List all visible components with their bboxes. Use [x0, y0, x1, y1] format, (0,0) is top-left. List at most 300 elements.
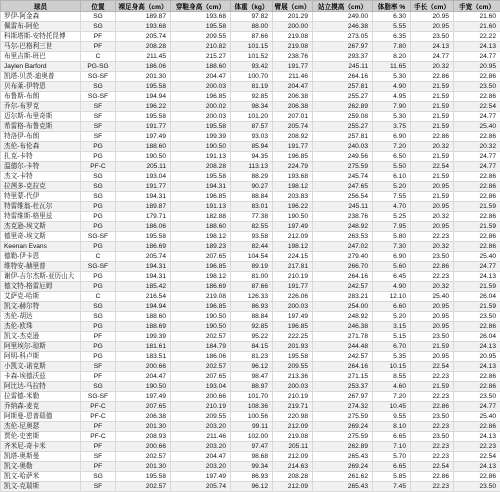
cell-hand-length: 22.23 — [411, 452, 454, 462]
cell-body-fat: 5.70 — [373, 452, 411, 462]
cell-hand-length: 21.59 — [411, 152, 454, 162]
cell-hand-width: 22.86 — [454, 242, 500, 252]
cell-hand-length: 22.23 — [411, 442, 454, 452]
cell-player-name: 凯文-哈萨米 — [1, 472, 81, 482]
cell-weight: 113.13 — [231, 162, 273, 172]
cell-hand-width: 24.77 — [454, 262, 500, 272]
cell-position: C — [81, 52, 116, 62]
table-row — [1, 62, 500, 72]
cell-position: C — [81, 252, 116, 262]
cell-hand-length: 20.32 — [411, 282, 454, 292]
cell-wingspan: 224.79 — [273, 162, 313, 172]
cell-body-fat: 6.70 — [373, 342, 411, 352]
cell-standing-reach: 262.89 — [313, 442, 373, 452]
cell-standing-reach: 259.08 — [313, 112, 373, 122]
cell-hand-length: 20.95 — [411, 182, 454, 192]
cell-height-barefoot: 196.22 — [116, 102, 171, 112]
cell-height-shoes: 186.69 — [171, 282, 231, 292]
cell-body-fat: 4.70 — [373, 202, 411, 212]
cell-height-barefoot: 204.47 — [116, 372, 171, 382]
cell-player-name: 迈尔斯-布里奇斯 — [1, 112, 81, 122]
cell-body-fat: 5.85 — [373, 472, 411, 482]
cell-position: SG — [81, 82, 116, 92]
cell-position: SF — [81, 452, 116, 462]
cell-height-shoes: 200.03 — [171, 112, 231, 122]
cell-player-name: 杰伦-欧珠 — [1, 322, 81, 332]
cell-wingspan: 191.77 — [273, 282, 313, 292]
cell-weight: 88.00 — [231, 22, 273, 32]
table-row — [1, 232, 500, 242]
cell-player-name: 谢伊-吉尔杰斯-亚历山大 — [1, 272, 81, 282]
table-row — [1, 482, 500, 492]
cell-height-shoes: 204.47 — [171, 452, 231, 462]
cell-player-name: 凯文-奥勒 — [1, 462, 81, 472]
cell-height-barefoot: 195.58 — [116, 232, 171, 242]
cell-hand-length: 20.32 — [411, 62, 454, 72]
cell-position: PG — [81, 322, 116, 332]
cell-position: C — [81, 292, 116, 302]
cell-height-shoes: 193.68 — [171, 12, 231, 22]
cell-standing-reach: 263.53 — [313, 232, 373, 242]
cell-height-shoes: 215.27 — [171, 52, 231, 62]
cell-height-shoes: 190.50 — [171, 312, 231, 322]
table-row — [1, 102, 500, 112]
cell-height-barefoot: 191.77 — [116, 122, 171, 132]
cell-body-fat: 4.60 — [373, 382, 411, 392]
cell-hand-width: 21.59 — [454, 302, 500, 312]
cell-height-barefoot: 190.50 — [116, 382, 171, 392]
cell-hand-length: 20.32 — [411, 212, 454, 222]
cell-hand-width: 20.95 — [454, 352, 500, 362]
cell-hand-width: 22.54 — [454, 452, 500, 462]
cell-hand-width: 20.95 — [454, 62, 500, 72]
cell-player-name: 维特安-赫里普 — [1, 262, 81, 272]
cell-height-shoes: 198.12 — [171, 272, 231, 282]
cell-player-name: 特里蒙-代伊 — [1, 192, 81, 202]
cell-player-name: 乔尔-布罗克 — [1, 102, 81, 112]
cell-hand-length: 21.59 — [411, 112, 454, 122]
cell-height-barefoot: 208.28 — [116, 42, 171, 52]
table-row — [1, 472, 500, 482]
cell-position: SF — [81, 102, 116, 112]
cell-standing-reach: 245.11 — [313, 62, 373, 72]
cell-body-fat: 7.95 — [373, 222, 411, 232]
cell-height-shoes: 210.82 — [171, 42, 231, 52]
cell-position: SG-SF — [81, 92, 116, 102]
table-body — [1, 12, 500, 492]
cell-height-shoes: 199.39 — [171, 132, 231, 142]
cell-body-fat: 6.90 — [373, 252, 411, 262]
cell-hand-width: 24.13 — [454, 272, 500, 282]
cell-body-fat: 8.55 — [373, 372, 411, 382]
cell-hand-length: 21.59 — [411, 102, 454, 112]
table-row — [1, 422, 500, 432]
table-row — [1, 372, 500, 382]
cell-height-shoes: 195.58 — [171, 22, 231, 32]
cell-wingspan: 203.83 — [273, 192, 313, 202]
cell-body-fat: 12.10 — [373, 292, 411, 302]
cell-standing-reach: 242.57 — [313, 352, 373, 362]
cell-standing-reach: 275.59 — [313, 162, 373, 172]
cell-standing-reach: 249.56 — [313, 152, 373, 162]
table-row — [1, 92, 500, 102]
cell-player-name: 杰文-卡特 — [1, 172, 81, 182]
cell-body-fat: 6.50 — [373, 152, 411, 162]
cell-height-barefoot: 190.50 — [116, 152, 171, 162]
cell-position: PF — [81, 42, 116, 52]
cell-hand-width: 23.50 — [454, 82, 500, 92]
cell-height-barefoot: 195.58 — [116, 82, 171, 92]
table-row — [1, 22, 500, 32]
cell-height-barefoot: 202.57 — [116, 482, 171, 492]
cell-position: SG — [81, 382, 116, 392]
cell-position: PG — [81, 152, 116, 162]
cell-height-barefoot: 200.66 — [116, 442, 171, 452]
cell-player-name: 小凯文-诺克斯 — [1, 362, 81, 372]
table-row — [1, 352, 500, 362]
cell-standing-reach: 262.89 — [313, 102, 373, 112]
cell-position: PG — [81, 222, 116, 232]
cell-position: SG — [81, 12, 116, 22]
cell-height-shoes: 207.65 — [171, 252, 231, 262]
cell-hand-width: 21.60 — [454, 22, 500, 32]
cell-standing-reach: 257.81 — [313, 132, 373, 142]
cell-hand-length: 23.50 — [411, 412, 454, 422]
cell-hand-width: 24.77 — [454, 152, 500, 162]
table-row — [1, 142, 500, 152]
cell-position: PF — [81, 462, 116, 472]
cell-weight: 100.56 — [231, 412, 273, 422]
cell-player-name: 特洛伊-布朗 — [1, 132, 81, 142]
cell-wingspan: 222.25 — [273, 332, 313, 342]
table-row — [1, 172, 500, 182]
cell-wingspan: 201.93 — [273, 342, 313, 352]
table-row — [1, 462, 500, 472]
cell-player-name: Jaylen Barford — [1, 62, 81, 72]
cell-weight: 88.84 — [231, 192, 273, 202]
cell-hand-width: 22.54 — [454, 102, 500, 112]
cell-position: SG-SF — [81, 72, 116, 82]
cell-height-barefoot: 200.66 — [116, 362, 171, 372]
table-row — [1, 442, 500, 452]
cell-weight: 93.58 — [231, 232, 273, 242]
cell-standing-reach: 267.97 — [313, 42, 373, 52]
cell-position: SF — [81, 132, 116, 142]
cell-player-name: 杰伦-布伦森 — [1, 142, 81, 152]
cell-position: PF — [81, 372, 116, 382]
cell-position: SF — [81, 122, 116, 132]
cell-wingspan: 212.09 — [273, 452, 313, 462]
cell-wingspan: 191.77 — [273, 142, 313, 152]
table-row — [1, 72, 500, 82]
table-row — [1, 42, 500, 52]
cell-body-fat: 6.30 — [373, 12, 411, 22]
cell-height-shoes: 186.06 — [171, 352, 231, 362]
cell-hand-width: 21.59 — [454, 222, 500, 232]
cell-hand-length: 23.50 — [411, 432, 454, 442]
cell-wingspan: 226.06 — [273, 292, 313, 302]
cell-weight: 94.35 — [231, 152, 273, 162]
cell-hand-length: 23.50 — [411, 32, 454, 42]
cell-body-fat: 6.45 — [373, 272, 411, 282]
header-row — [1, 1, 500, 12]
table-row — [1, 362, 500, 372]
cell-hand-width: 23.50 — [454, 482, 500, 492]
cell-weight: 77.38 — [231, 212, 273, 222]
cell-wingspan: 219.71 — [273, 402, 313, 412]
table-row — [1, 272, 500, 282]
cell-hand-length: 25.40 — [411, 292, 454, 302]
cell-wingspan: 219.08 — [273, 32, 313, 42]
cell-weight: 85.94 — [231, 142, 273, 152]
cell-standing-reach: 253.37 — [313, 382, 373, 392]
cell-standing-reach: 248.92 — [313, 222, 373, 232]
cell-standing-reach: 283.21 — [313, 292, 373, 302]
cell-height-shoes: 190.50 — [171, 322, 231, 332]
cell-weight: 101.15 — [231, 42, 273, 52]
cell-player-name: 贾伦-史密斯 — [1, 432, 81, 442]
cell-hand-width: 22.23 — [454, 442, 500, 452]
cell-height-shoes: 209.55 — [171, 32, 231, 42]
cell-height-barefoot: 195.58 — [116, 472, 171, 482]
cell-height-barefoot: 194.94 — [116, 302, 171, 312]
cell-weight: 83.01 — [231, 202, 273, 212]
cell-wingspan: 200.03 — [273, 382, 313, 392]
cell-standing-reach: 246.38 — [313, 22, 373, 32]
column-header-hand-length: 手长（cm） — [411, 1, 454, 12]
cell-height-barefoot: 186.69 — [116, 242, 171, 252]
cell-standing-reach: 255.27 — [313, 122, 373, 132]
cell-wingspan: 206.38 — [273, 92, 313, 102]
cell-position: PF — [81, 422, 116, 432]
cell-hand-length: 22.23 — [411, 232, 454, 242]
cell-height-barefoot: 211.45 — [116, 52, 171, 62]
cell-player-name: 凯塔-贝茨-迪奥普 — [1, 72, 81, 82]
cell-height-barefoot: 197.49 — [116, 392, 171, 402]
cell-weight: 88.97 — [231, 382, 273, 392]
cell-wingspan: 238.76 — [273, 52, 313, 62]
cell-hand-length: 21.59 — [411, 342, 454, 352]
cell-body-fat: 5.50 — [373, 162, 411, 172]
table-row — [1, 332, 500, 342]
cell-wingspan: 204.47 — [273, 82, 313, 92]
cell-standing-reach: 240.03 — [313, 142, 373, 152]
cell-hand-length: 21.59 — [411, 122, 454, 132]
cell-standing-reach: 271.15 — [313, 372, 373, 382]
cell-weight: 89.19 — [231, 262, 273, 272]
cell-hand-width: 25.40 — [454, 252, 500, 262]
table-row — [1, 402, 500, 412]
cell-wingspan: 201.29 — [273, 12, 313, 22]
cell-height-barefoot: 201.30 — [116, 422, 171, 432]
cell-height-barefoot: 188.60 — [116, 312, 171, 322]
cell-body-fat: 6.35 — [373, 32, 411, 42]
cell-height-shoes: 209.55 — [171, 412, 231, 422]
cell-position: PG — [81, 342, 116, 352]
cell-player-name: 贝布莱-伊特恩 — [1, 82, 81, 92]
cell-hand-length: 22.23 — [411, 272, 454, 282]
cell-position: SG — [81, 302, 116, 312]
cell-wingspan: 217.81 — [273, 262, 313, 272]
cell-wingspan: 190.50 — [273, 212, 313, 222]
cell-body-fat: 8.10 — [373, 422, 411, 432]
cell-standing-reach: 245.74 — [313, 172, 373, 182]
cell-standing-reach: 244.48 — [313, 342, 373, 352]
cell-weight: 95.22 — [231, 332, 273, 342]
cell-hand-width: 24.13 — [454, 342, 500, 352]
cell-standing-reach: 266.70 — [313, 262, 373, 272]
cell-position: PF — [81, 332, 116, 342]
cell-wingspan: 205.74 — [273, 122, 313, 132]
cell-hand-width: 22.86 — [454, 212, 500, 222]
cell-wingspan: 212.09 — [273, 422, 313, 432]
cell-hand-width: 24.77 — [454, 112, 500, 122]
cell-wingspan: 210.19 — [273, 392, 313, 402]
cell-height-shoes: 203.20 — [171, 462, 231, 472]
table-row — [1, 52, 500, 62]
cell-standing-reach: 264.16 — [313, 362, 373, 372]
table-row — [1, 252, 500, 262]
cell-hand-width: 22.86 — [454, 372, 500, 382]
table-row — [1, 12, 500, 22]
cell-wingspan: 220.98 — [273, 412, 313, 422]
cell-standing-reach: 275.59 — [313, 432, 373, 442]
cell-hand-width: 22.86 — [454, 472, 500, 482]
cell-standing-reach: 264.16 — [313, 272, 373, 282]
cell-height-shoes: 204.47 — [171, 72, 231, 82]
cell-height-barefoot: 193.68 — [116, 22, 171, 32]
cell-height-shoes: 188.60 — [171, 62, 231, 72]
cell-standing-reach: 246.38 — [313, 322, 373, 332]
cell-height-barefoot: 194.31 — [116, 192, 171, 202]
cell-player-name: 阿里埃尔-琼斯 — [1, 342, 81, 352]
cell-weight: 88.84 — [231, 312, 273, 322]
cell-player-name: 杰伦-尼奥瑟 — [1, 422, 81, 432]
cell-height-barefoot: 194.94 — [116, 92, 171, 102]
cell-player-name: 布里吉斯-班巴 — [1, 52, 81, 62]
cell-body-fat: 7.90 — [373, 102, 411, 112]
cell-weight: 92.85 — [231, 322, 273, 332]
cell-body-fat: 5.20 — [373, 312, 411, 322]
cell-player-name: 阿比达-马拉特 — [1, 382, 81, 392]
cell-hand-width: 21.60 — [454, 12, 500, 22]
table-row — [1, 82, 500, 92]
cell-height-barefoot: 208.93 — [116, 432, 171, 442]
cell-height-shoes: 219.08 — [171, 292, 231, 302]
cell-hand-length: 24.13 — [411, 42, 454, 52]
cell-wingspan: 212.09 — [273, 482, 313, 492]
cell-hand-width: 21.59 — [454, 282, 500, 292]
cell-hand-width: 22.86 — [454, 172, 500, 182]
cell-standing-reach: 274.32 — [313, 402, 373, 412]
cell-hand-length: 20.95 — [411, 302, 454, 312]
cell-weight: 93.03 — [231, 132, 273, 142]
cell-height-shoes: 200.03 — [171, 82, 231, 92]
cell-hand-length: 20.95 — [411, 22, 454, 32]
cell-body-fat: 5.80 — [373, 232, 411, 242]
table-row — [1, 182, 500, 192]
cell-standing-reach: 279.40 — [313, 252, 373, 262]
cell-position: SG-SF — [81, 232, 116, 242]
cell-height-barefoot: 183.51 — [116, 352, 171, 362]
cell-height-barefoot: 205.11 — [116, 162, 171, 172]
table-row — [1, 282, 500, 292]
cell-wingspan: 198.12 — [273, 242, 313, 252]
cell-hand-width: 24.13 — [454, 432, 500, 442]
cell-hand-width: 22.86 — [454, 72, 500, 82]
cell-body-fat: 5.30 — [373, 112, 411, 122]
cell-standing-reach: 273.05 — [313, 32, 373, 42]
cell-height-barefoot: 193.04 — [116, 172, 171, 182]
column-header-standing-reach: 站立摸高（cm） — [313, 1, 373, 12]
cell-hand-width: 24.77 — [454, 162, 500, 172]
table-row — [1, 122, 500, 132]
cell-position: PF — [81, 32, 116, 42]
cell-position: PF-C — [81, 402, 116, 412]
cell-position: PG — [81, 272, 116, 282]
cell-hand-width: 22.86 — [454, 92, 500, 102]
cell-position: SG-SF — [81, 262, 116, 272]
cell-weight: 98.34 — [231, 102, 273, 112]
cell-height-barefoot: 186.06 — [116, 222, 171, 232]
cell-height-shoes: 200.66 — [171, 392, 231, 402]
cell-hand-width: 22.86 — [454, 422, 500, 432]
cell-weight: 87.66 — [231, 32, 273, 42]
column-header-wingspan: 臂展（cm） — [273, 1, 313, 12]
cell-weight: 82.44 — [231, 242, 273, 252]
cell-wingspan: 213.36 — [273, 372, 313, 382]
table-row — [1, 392, 500, 402]
cell-position: SG — [81, 172, 116, 182]
cell-wingspan: 219.08 — [273, 432, 313, 442]
cell-weight: 108.36 — [231, 402, 273, 412]
cell-body-fat: 7.30 — [373, 242, 411, 252]
cell-weight: 90.27 — [231, 182, 273, 192]
cell-height-shoes: 202.57 — [171, 332, 231, 342]
cell-player-name: 扎克-卡特 — [1, 152, 81, 162]
cell-standing-reach: 265.43 — [313, 452, 373, 462]
cell-player-name: 齐米尼-奇卡米 — [1, 442, 81, 452]
cell-wingspan: 198.12 — [273, 182, 313, 192]
table-row — [1, 32, 500, 42]
cell-body-fat: 6.65 — [373, 462, 411, 472]
cell-weight: 82.55 — [231, 222, 273, 232]
cell-weight: 81.23 — [231, 352, 273, 362]
cell-player-name: 拉雷德-米勒 — [1, 392, 81, 402]
cell-hand-length: 22.86 — [411, 72, 454, 82]
cell-player-name: 拉茜多-克拉克 — [1, 182, 81, 192]
cell-weight: 101.70 — [231, 392, 273, 402]
table-row — [1, 222, 500, 232]
cell-weight: 81.00 — [231, 272, 273, 282]
cell-height-barefoot: 201.30 — [116, 462, 171, 472]
cell-position: PG — [81, 142, 116, 152]
cell-wingspan: 205.11 — [273, 442, 313, 452]
cell-body-fat: 7.45 — [373, 482, 411, 492]
cell-body-fat: 7.20 — [373, 392, 411, 402]
cell-weight: 87.57 — [231, 122, 273, 132]
cell-hand-length: 22.23 — [411, 392, 454, 402]
cell-weight: 86.93 — [231, 472, 273, 482]
cell-hand-length: 20.95 — [411, 222, 454, 232]
table-row — [1, 242, 500, 252]
cell-player-name: 卡森-埃德沃兹 — [1, 372, 81, 382]
cell-height-barefoot: 199.39 — [116, 332, 171, 342]
cell-body-fat: 5.15 — [373, 332, 411, 342]
cell-position: SG-SF — [81, 392, 116, 402]
cell-weight: 86.93 — [231, 302, 273, 312]
cell-body-fat: 8.20 — [373, 52, 411, 62]
